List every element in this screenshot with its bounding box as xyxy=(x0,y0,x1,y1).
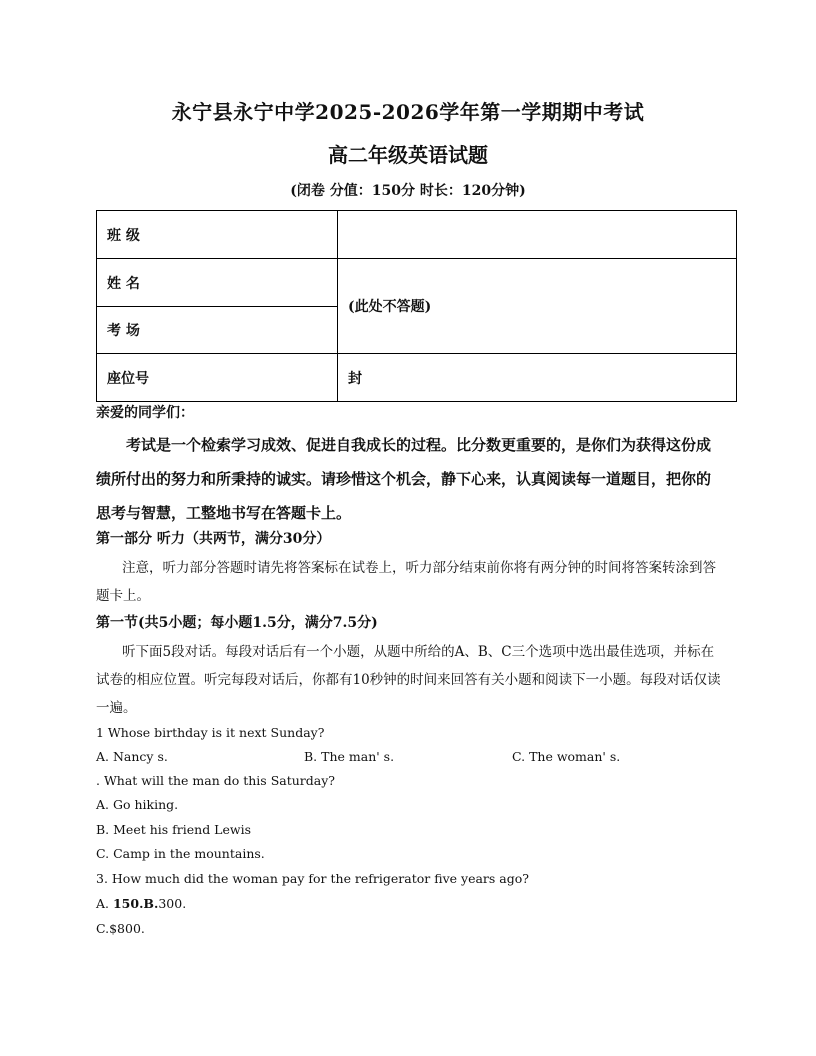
question-2-option-a[interactable]: A. Go hiking. xyxy=(96,797,179,812)
exam-subtitle: 高二年级英语试题 xyxy=(328,143,488,167)
question-3-option-a-prefix: A. xyxy=(96,896,113,911)
question-2-option-c[interactable]: C. Camp in the mountains. xyxy=(96,846,265,861)
student-info-table xyxy=(96,210,737,402)
no-answer-note: (此处不答题) xyxy=(338,259,737,354)
question-2: . What will the man do this Saturday? xyxy=(96,773,335,788)
part1-heading: 第一部分 听力（共两节，满分30分） xyxy=(96,531,331,547)
part1-note: 注意，听力部分答题时请先将答案标在试卷上，听力部分结束前你将有两分钟的时间将答案转涂到答题卡上。 xyxy=(96,560,716,604)
question-3-option-b-suffix: 300. xyxy=(158,896,187,911)
intro-paragraph: 考试是一个检索学习成效、促进自我成长的过程。比分数更重要的，是你们为获得这份成绩所付出的努力和所秉持的诚实。请珍惜这个机会，静下心来，认真阅读每一道题目，把你的思考与智慧，工整地书写在答题卡上。 xyxy=(96,436,712,522)
section1-heading: 第一节(共5小题；每小题1.5分，满分7.5分) xyxy=(96,615,378,631)
question-1: 1 Whose birthday is it next Sunday? xyxy=(96,725,325,740)
question-3-option-ab[interactable] xyxy=(96,896,721,911)
seal-mark: 封 xyxy=(338,354,737,402)
class-label: 班 级 xyxy=(97,211,338,259)
question-1-option-a[interactable]: A. Nancy s. xyxy=(96,749,168,764)
question-2-option-b[interactable]: B. Meet his friend Lewis xyxy=(96,822,251,837)
exam-meta: (闭卷 分值：150分 时长：120分钟) xyxy=(290,183,526,199)
question-3-option-c[interactable]: C.$800. xyxy=(96,921,145,936)
question-3: 3. How much did the woman pay for the refrigerator five years ago? xyxy=(96,871,529,886)
question-1-option-c[interactable]: C. The woman' s. xyxy=(512,749,621,764)
seat-number-label: 座位号 xyxy=(97,354,338,402)
exam-title: 永宁县永宁中学2025-2026学年第一学期期中考试 xyxy=(171,100,645,124)
class-field[interactable] xyxy=(338,211,737,259)
exam-room-label: 考 场 xyxy=(97,307,338,354)
greeting: 亲爱的同学们： xyxy=(96,405,194,421)
section1-instructions: 听下面5段对话。每段对话后有一个小题，从题中所给的A、B、C三个选项中选出最佳选项，并标在试卷的相应位置。听完每段对话后，你都有10秒钟的时间来回答有关小题和阅读下一小题。每段对话仅读一遍。 xyxy=(96,644,721,716)
question-1-option-b[interactable]: B. The man' s. xyxy=(304,749,395,764)
name-label: 姓 名 xyxy=(97,259,338,307)
question-3-option-a-bold: 150.B. xyxy=(112,896,159,911)
